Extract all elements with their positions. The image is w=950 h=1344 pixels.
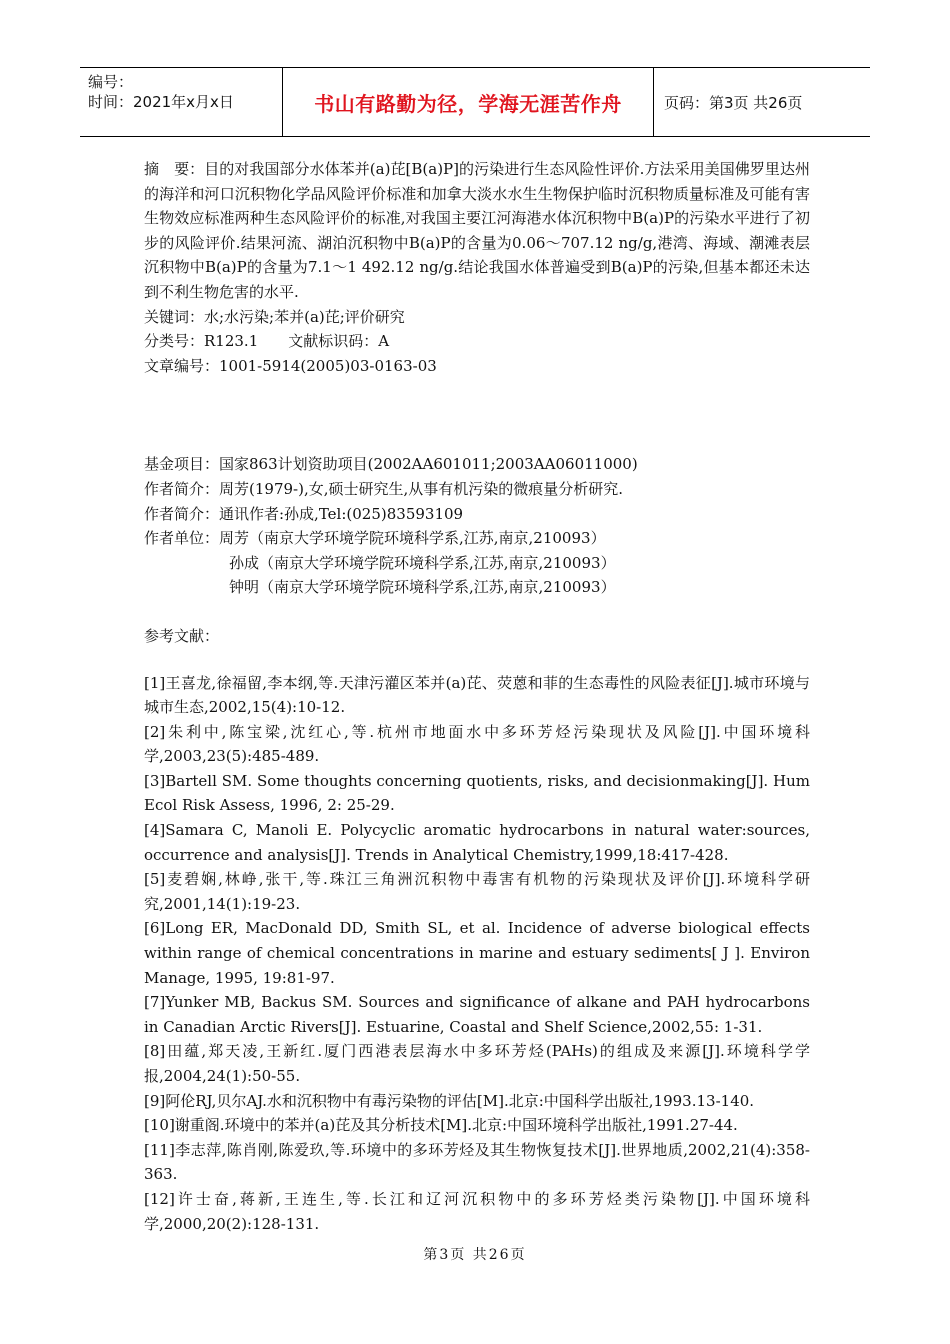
date-label: 时间：2021年x月x日: [88, 93, 234, 111]
reference-item: [3]Bartell SM. Some thoughts concerning quotients, risks, and decisionmaking[J]. Hum Ecol Risk Assess, 1996, 2: 25-29.: [144, 771, 810, 815]
article-number: 文章编号：1001-5914(2005)03-0163-03: [144, 356, 437, 375]
affiliation-1: 作者单位：周芳（南京大学环境学院环境科学系,江苏,南京,210093）: [144, 529, 606, 548]
reference-item: [12]许士奋,蒋新,王连生,等.长江和辽河沉积物中的多环芳烃类污染物[J].中国环境科学,2000,20(2):128-131.: [144, 1189, 810, 1233]
reference-item: [2]朱利中,陈宝梁,沈红心,等.杭州市地面水中多环芳烃污染现状及风险[J].中国环境科学,2003,23(5):485-489.: [144, 722, 810, 766]
page-footer: 第3页 共26页: [423, 1247, 527, 1263]
header-motto: 书山有路勤为径，学海无涯苦作舟: [283, 68, 654, 136]
reference-item: [5]麦碧娴,林峥,张干,等.珠江三角洲沉积物中毒害有机物的污染现状及评价[J].环境科学研究,2001,14(1):19-23.: [144, 870, 810, 913]
affiliation-3: 钟明（南京大学环境学院环境科学系,江苏,南京,210093）: [229, 578, 616, 597]
reference-item: [6]Long ER, MacDonald DD, Smith SL, et al. Incidence of adverse biological effects within range of chemical concentrations in marine and estuary sediments[ J ]. Environ Manage, 1995, 19:81-97.: [144, 919, 810, 987]
reference-item: [8]田蕴,郑天凌,王新红.厦门西港表层海水中多环芳烃(PAHs)的组成及来源[J].环境科学学报,2004,24(1):50-55.: [144, 1042, 810, 1085]
author-contact: 作者简介：通讯作者:孙成,Tel:(025)83593109: [144, 504, 464, 523]
document-body: [144, 157, 810, 1236]
reference-item: [11]李志萍,陈肖刚,陈爱玖,等.环境中的多环芳烃及其生物恢复技术[J].世界地质,2002,21(4):358-363.: [144, 1140, 810, 1184]
abstract-text: 摘 要：目的对我国部分水体苯并(a)芘[B(a)P]的污染进行生态风险性评价.方法采用美国佛罗里达州的海洋和河口沉积物化学品风险评价标准和加拿大淡水水生生物保护临时沉积物质量标准及可能有害生物效应标准两种生态风险评价的标准,对我国主要江河海港水体沉积物中B(a)P的污染水平进行了初步的风险评价.结果河流、湖泊沉积物中B(a)P的含量为0.06～707.12 ng/g,港湾、海域、潮滩表层沉积物中B(a)P的含量为7.1～1 492.12 ng/g.结论我国水体普遍受到B(a)P的污染,但基本都还未达到不利生物危害的水平.: [144, 160, 810, 301]
affiliation-2: 孙成（南京大学环境学院环境科学系,江苏,南京,210093）: [229, 553, 616, 572]
keywords: 关键词：水;水污染;苯并(a)芘;评价研究: [144, 307, 405, 326]
header-page-info: 页码：第3页 共26页: [664, 93, 803, 112]
page-header: [80, 67, 870, 137]
references-heading: 参考文献：: [144, 626, 220, 645]
fund-info: 基金项目：国家863计划资助项目(2002AA601011;2003AA06011000): [144, 455, 638, 474]
reference-item: [7]Yunker MB, Backus SM. Sources and significance of alkane and PAH hydrocarbons in Canadian Arctic Rivers[J]. Estuarine, Coastal and Shelf Science,2002,55: 1-31.: [144, 993, 810, 1036]
reference-item: [1]王喜龙,徐福留,李本纲,等.天津污灌区苯并(a)芘、荧蒽和菲的生态毒性的风险表征[J].城市环境与城市生态,2002,15(4):10-12.: [144, 673, 810, 717]
classification: 分类号：R123.1 文献标识码：A: [144, 332, 390, 351]
header-left-cell: [80, 68, 283, 136]
reference-item: [10]谢重阁.环境中的苯并(a)芘及其分析技术[M].北京:中国环境科学出版社,1991.27-44.: [144, 1116, 738, 1135]
author-intro: 作者简介：周芳(1979-),女,硕士研究生,从事有机污染的微痕量分析研究.: [144, 479, 624, 498]
reference-list: [144, 671, 810, 1237]
number-label: 编号：: [88, 73, 134, 91]
reference-item: [4]Samara C, Manoli E. Polycyclic aromatic hydrocarbons in natural water:sources, occurrence and analysis[J]. Trends in Analytical Chemistry,1999,18:417-428.: [144, 821, 810, 864]
reference-item: [9]阿伦RJ,贝尔AJ.水和沉积物中有毒污染物的评估[M].北京:中国科学出版社,1993.13-140.: [144, 1091, 755, 1110]
